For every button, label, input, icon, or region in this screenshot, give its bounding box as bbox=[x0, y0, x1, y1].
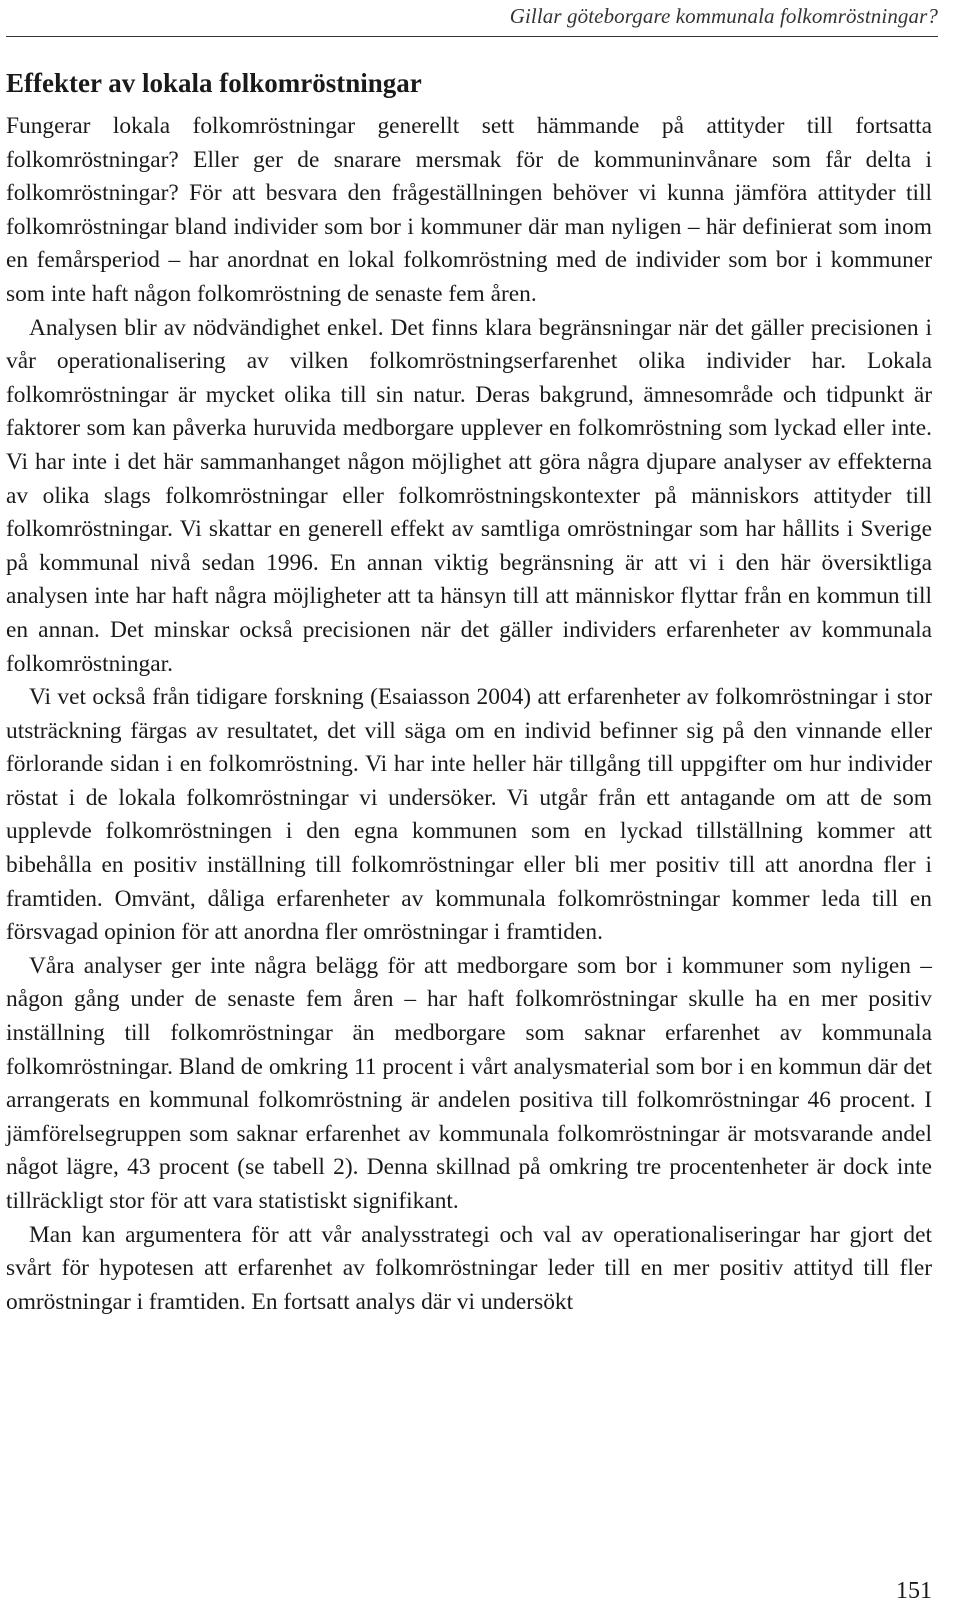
paragraph-3: Vi vet också från tidigare forskning (Esaiasson 2004) att erfarenheter av folkomröstningar i stor utsträckning färgas av resultatet, det vill säga om en individ befinner sig på den vinnande eller förlorande sidan i en folkomröstning. Vi har inte heller här tillgång till uppgifter om hur individer röstat i de lokala folkomröstningar vi undersöker. Vi utgår från ett antagande om att de som upplevde folkomröstningen i den egna kommunen som en lyckad tillställning kommer att bibehålla en positiv inställning till folkomröstningar eller bli mer positiv till att anordna fler i framtiden. Omvänt, dåliga erfarenheter av kommunala folkomröstningar kommer leda till en försvagad opinion för att anordna fler omröstningar i framtiden. bbox=[6, 684, 932, 946]
page-number: 151 bbox=[896, 1578, 932, 1604]
paragraph-1: Fungerar lokala folkomröstningar generellt sett hämmande på attityder till fortsatta folkomröstningar? Eller ger de snarare mersmak för de kommuninvånare som får delta i folkomröstningar? För att besvara den frågeställningen behöver vi kunna jämföra attityder till folkomröstningar bland individer som bor i kommuner där man nyligen – här definierat som inom en femårsperiod – har anordnat en lokal folkomröstning med de individer som bor i kommuner som inte haft någon folkomröstning de senaste fem åren. bbox=[6, 113, 932, 307]
running-head: Gillar göteborgare kommunala folkomröstningar? bbox=[509, 4, 938, 28]
paragraph-5: Man kan argumentera för att vår analysstrategi och val av operationaliseringar har gjort det svårt för hypotesen att erfarenhet av folkomröstningar leder till en mer positiv attityd till fler omröstningar i framtiden. En fortsatt analys där vi undersökt bbox=[6, 1221, 932, 1315]
paragraph-2: Analysen blir av nödvändighet enkel. Det finns klara begränsningar när det gäller precisionen i vår operationalisering av vilken folkomröstningserfarenhet olika individer har. Lokala folkomröstningar är mycket olika till sin natur. Deras bakgrund, ämnesområde och tidpunkt är faktorer som kan påverka huruvida medborgare upplever en folkomröstning som lyckad eller inte. Vi har inte i det här sammanhanget någon möjlighet att göra några djupare analyser av effekterna av olika slags folkomröstningar eller folkomröstningskontexter på människors attityder till folkomröstningar. Vi skattar en generell effekt av samtliga omröstningar som har hållits i Sverige på kommunal nivå sedan 1996. En annan viktig begränsning är att vi i den här översiktliga analysen inte har haft några möjligheter att ta hänsyn till att människor flyttar från en kommun till en annan. Det minskar också precisionen när det gäller individers erfarenheter av kommunala folkomröstningar. bbox=[6, 314, 932, 677]
section-heading: Effekter av lokala folkomröstningar bbox=[6, 68, 422, 98]
paragraph-4: Våra analyser ger inte några belägg för att medborgare som bor i kommuner som nyligen – någon gång under de senaste fem åren – har haft folkomröstningar skulle ha en mer positiv inställning till folkomröstningar än medborgare som saknar erfarenhet av kommunala folkomröstningar. Bland de omkring 11 procent i vårt analysmaterial som bor i en kommun där det arrangerats en kommunal folkomröstning är andelen positiva till folkomröstningar 46 procent. I jämförelsegruppen som saknar erfarenhet av kommunala folkomröstningar är motsvarande andel något lägre, 43 procent (se tabell 2). Denna skillnad på omkring tre procentenheter är dock inte tillräckligt stor för att vara statistiskt signifikant. bbox=[6, 952, 932, 1214]
header-rule bbox=[6, 36, 938, 37]
body-text bbox=[6, 110, 932, 1319]
